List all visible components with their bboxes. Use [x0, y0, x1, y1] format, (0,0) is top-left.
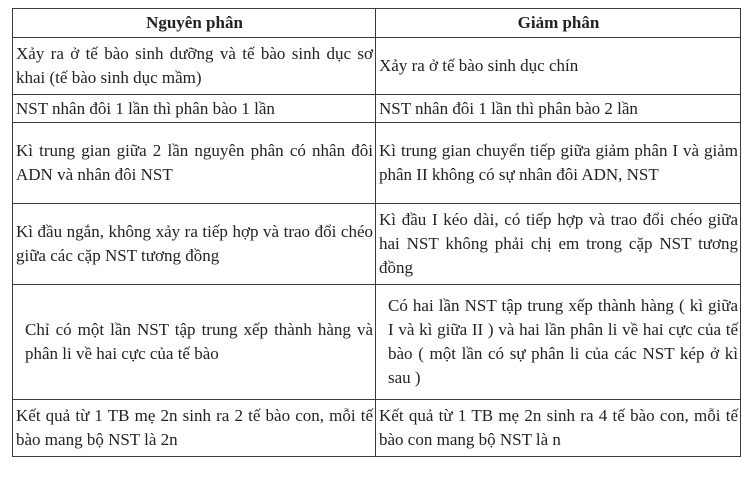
- table-row: [13, 400, 741, 457]
- cell-mitosis: Xảy ra ở tế bào sinh dưỡng và tế bào sinh dục sơ khai (tế bào sinh dục mầm): [13, 38, 376, 95]
- table-row: [13, 95, 741, 123]
- cell-mitosis: Kết quả từ 1 TB mẹ 2n sinh ra 2 tế bào con, mỗi tế bào mang bộ NST là 2n: [13, 400, 376, 457]
- cell-meiosis: Có hai lần NST tập trung xếp thành hàng ( kì giữa I và kì giữa II ) và hai lần phân li về hai cực của tế bào ( một lần có sự phân li của các NST kép ở kì sau ): [376, 285, 741, 400]
- table-header: [13, 9, 741, 38]
- table-body: [13, 38, 741, 457]
- cell-meiosis: Xảy ra ở tế bào sinh dục chín: [376, 38, 741, 95]
- table-row: [13, 285, 741, 400]
- cell-meiosis: Kì trung gian chuyển tiếp giữa giảm phân I và giảm phân II không có sự nhân đôi ADN, NST: [376, 123, 741, 204]
- table-row: [13, 38, 741, 95]
- cell-meiosis: NST nhân đôi 1 lần thì phân bào 2 lần: [376, 95, 741, 123]
- cell-mitosis: Kì đầu ngắn, không xảy ra tiếp hợp và trao đổi chéo giữa các cặp NST tương đồng: [13, 204, 376, 285]
- cell-meiosis: Kì đầu I kéo dài, có tiếp hợp và trao đổi chéo giữa hai NST không phải chị em trong cặp NST tương đồng: [376, 204, 741, 285]
- comparison-table: [12, 8, 741, 457]
- cell-meiosis: Kết quả từ 1 TB mẹ 2n sinh ra 4 tế bào con, mỗi tế bào con mang bộ NST là n: [376, 400, 741, 457]
- table-row: [13, 204, 741, 285]
- cell-mitosis: NST nhân đôi 1 lần thì phân bào 1 lần: [13, 95, 376, 123]
- header-mitosis: Nguyên phân: [13, 9, 376, 38]
- table-row: [13, 123, 741, 204]
- header-meiosis: Giảm phân: [376, 9, 741, 38]
- header-row: [13, 9, 741, 38]
- cell-mitosis: Kì trung gian giữa 2 lần nguyên phân có nhân đôi ADN và nhân đôi NST: [13, 123, 376, 204]
- cell-mitosis: Chỉ có một lần NST tập trung xếp thành hàng và phân li về hai cực của tế bào: [13, 285, 376, 400]
